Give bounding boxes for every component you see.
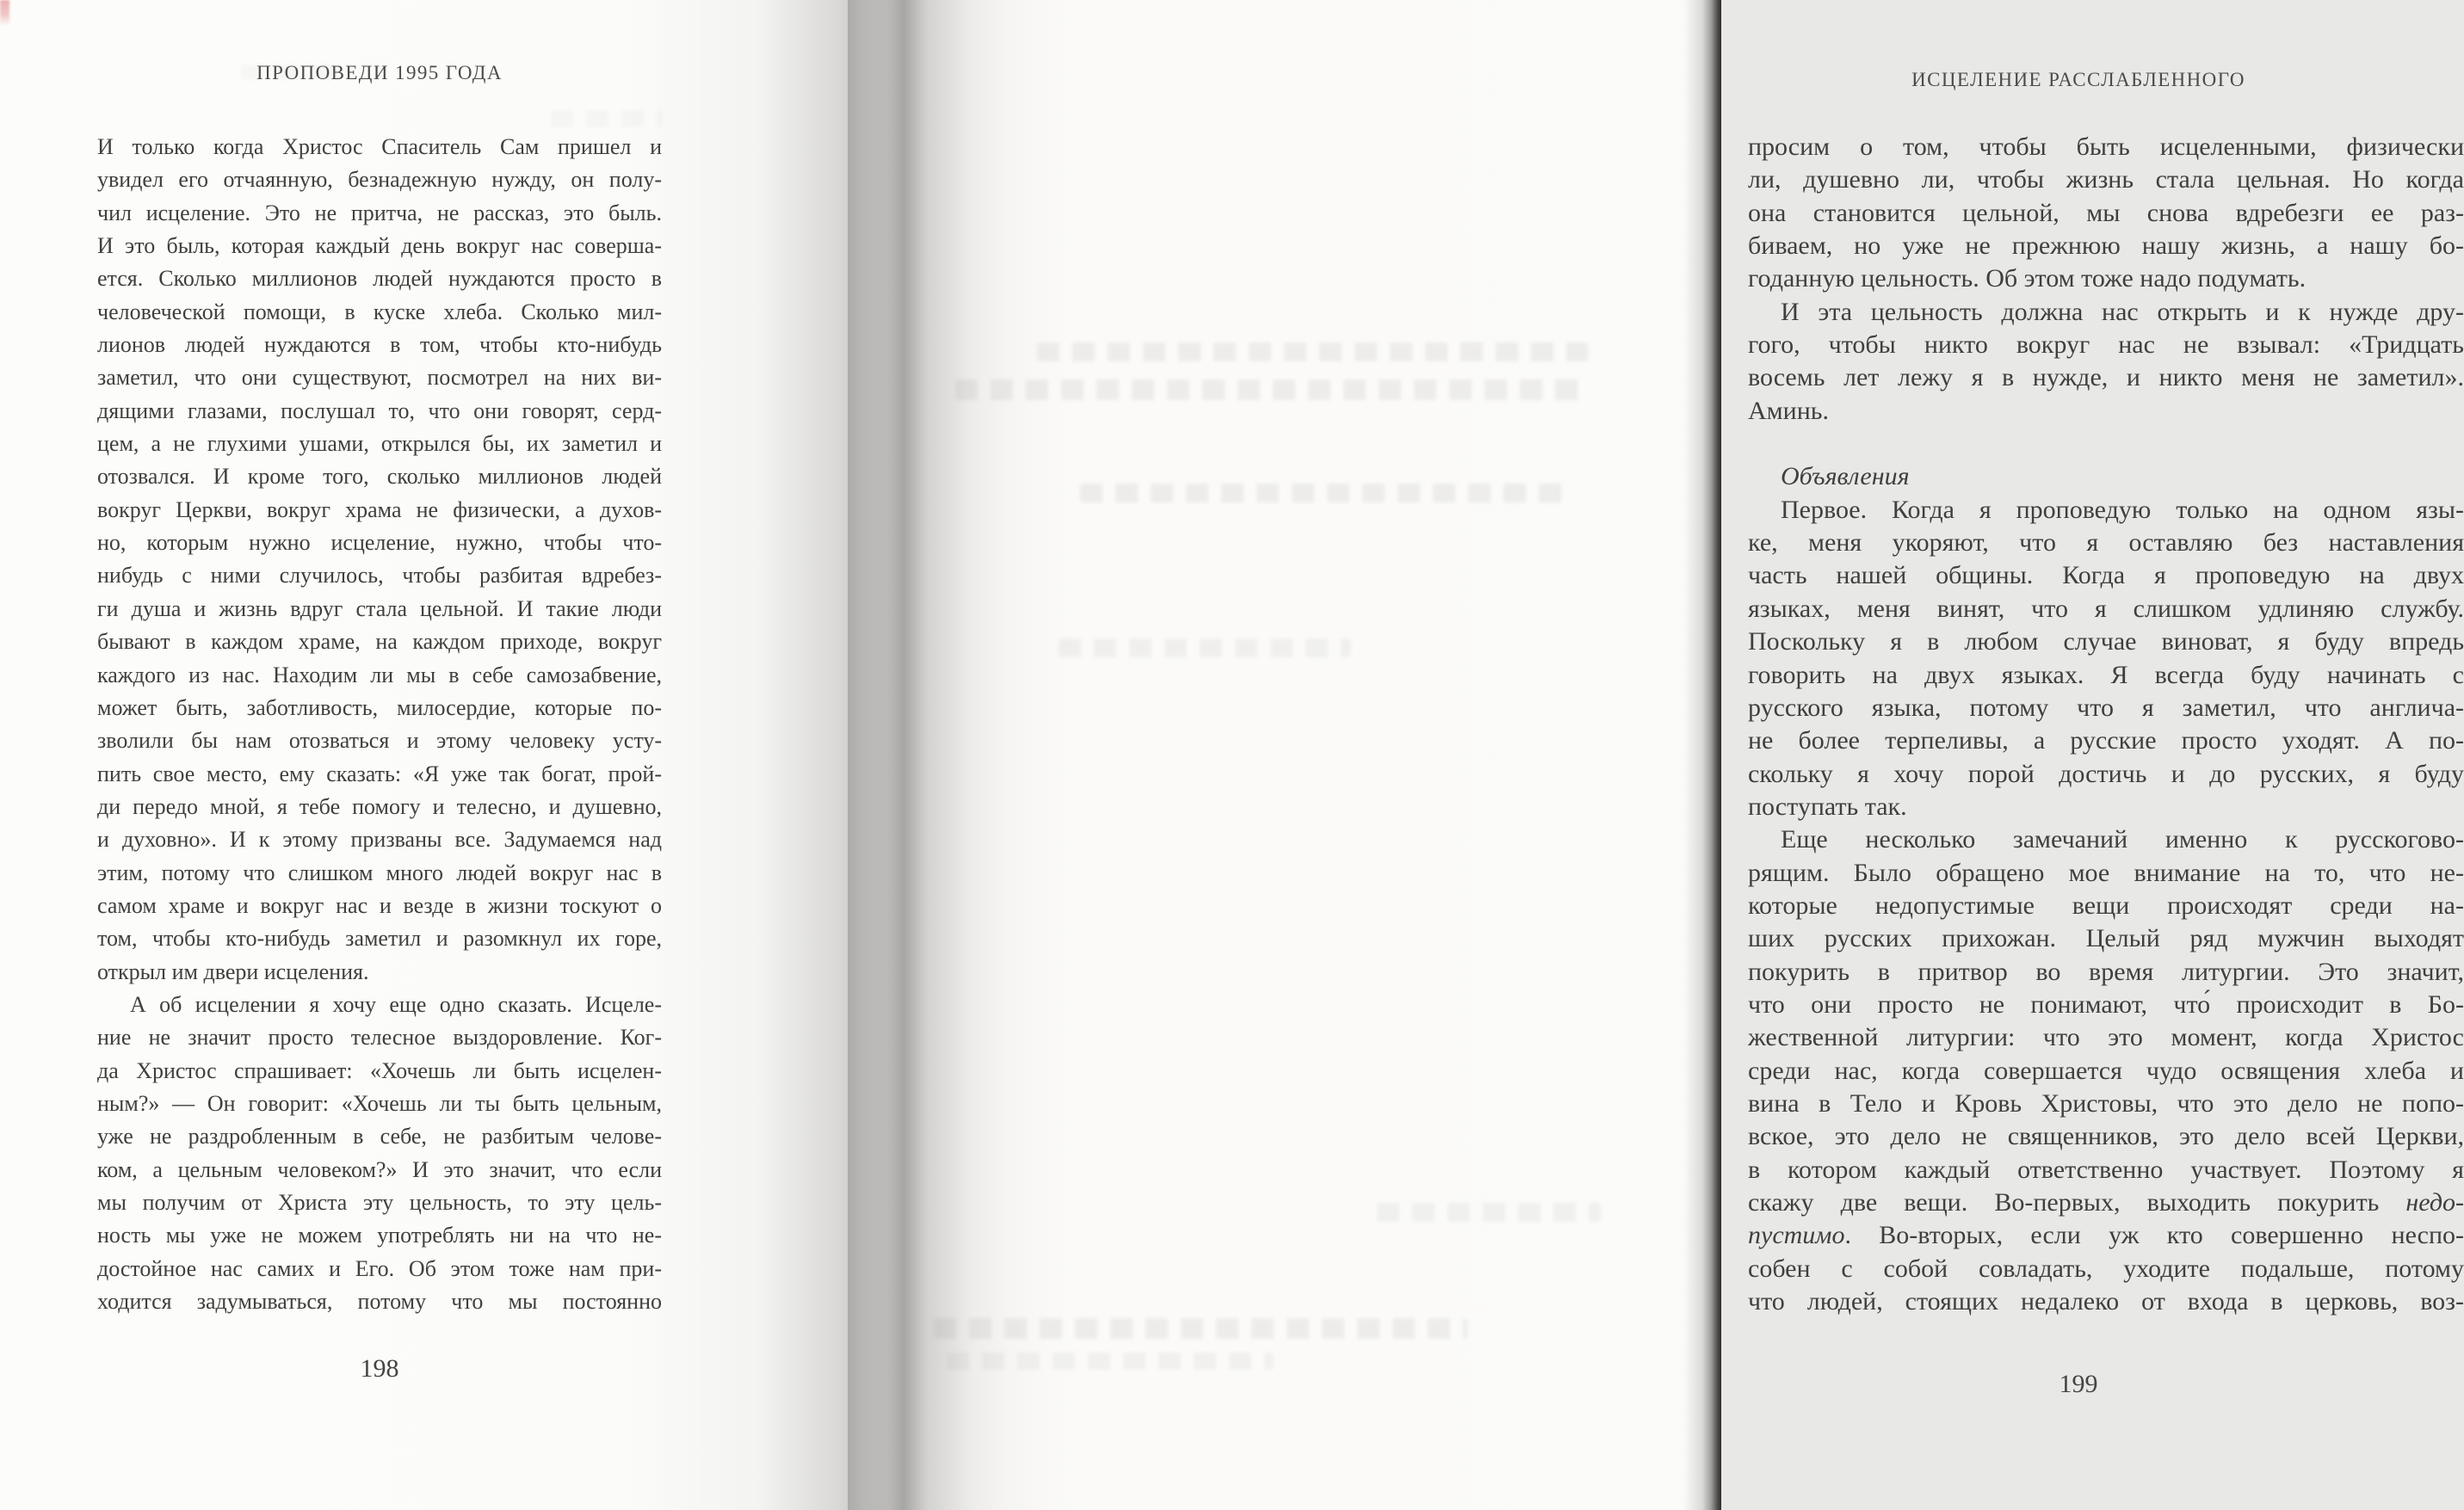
text-line: вское, это дело не священников, это дело всей Церкви,: [1748, 1122, 2464, 1151]
text-line: Первое. Когда я проповедую только на одном язы-: [1781, 495, 2464, 524]
text-line: что они просто не понимают, что́ происходит в Бо-: [1748, 989, 2464, 1019]
text-line: Аминь.: [1748, 396, 1829, 425]
text-segment: скажу две вещи. Во-первых, выходить покурить: [1748, 1188, 2406, 1217]
text-line: каждого из нас. Находим ли мы в себе самозабвение,: [97, 662, 662, 687]
text-line: поступать так.: [1748, 792, 1907, 821]
text-line: нибудь с ними случилось, чтобы разбитая вдребез-: [97, 563, 662, 589]
text-line: ли, душевно ли, чтобы жизнь стала цельная. Но когда: [1748, 165, 2464, 194]
text-line: ние не значит просто телесное выздоровление. Ког-: [97, 1025, 662, 1051]
left-page: [0, 0, 848, 1510]
text-line: человеческой помощи, в куске хлеба. Сколько мил-: [97, 299, 662, 324]
text-line: достойное нас самих и Его. Об этом тоже нам при-: [97, 1255, 662, 1281]
italic-text-segment: недо-: [2405, 1188, 2464, 1217]
text-line: ходится задумываться, потому что мы постоянно: [97, 1289, 662, 1315]
text-line: она становится цельной, мы снова вдребезги ее раз-: [1748, 198, 2464, 227]
text-line: цем, а не глухими ушами, открылся бы, их заметил и: [97, 431, 662, 457]
right-page-number: 199: [2059, 1370, 2098, 1398]
text-line: среди нас, когда совершается чудо освящения хлеба и: [1748, 1056, 2464, 1085]
text-line: в котором каждый ответственно участвует. Поэтому я: [1748, 1155, 2464, 1184]
left-running-head: ПРОПОВЕДИ 1995 ГОДА: [256, 62, 503, 83]
text-line: собен с собой совладать, уходите подальше, потому: [1748, 1254, 2464, 1283]
text-line: ется. Сколько миллионов людей нуждаются просто в: [97, 266, 662, 292]
text-line: уже не раздробленным в себе, не разбитым челове-: [97, 1124, 662, 1149]
text-line: ке, меня укоряют, что я оставляю без наставления: [1748, 528, 2464, 558]
text-line: [1748, 1186, 2464, 1219]
text-line: ным?» — Он говорит: «Хочешь ли ты быть цельным,: [97, 1090, 662, 1116]
text-line: зволили бы нам отозваться и этому человеку усту-: [97, 728, 662, 754]
text-line: Поскольку я в любом случае виноват, я буду впредь: [1748, 627, 2464, 656]
text-line: бывают в каждом храме, на каждом приходе, вокруг: [97, 629, 662, 655]
text-line: покурить в притвор во время литургии. Это значит,: [1748, 957, 2464, 986]
text-line: А об исцелении я хочу еще одно сказать. Исцеле-: [130, 991, 662, 1017]
text-line: жественной литургии: что это момент, когда Христос: [1748, 1023, 2464, 1052]
text-line: часть нашей общины. Когда я проповедую на двух: [1748, 561, 2464, 590]
text-line: самом храме и вокруг нас и везде в жизни тоскуют о: [97, 892, 662, 918]
scan-artifact-red-mark: [0, 0, 9, 26]
text-line: восемь лет лежу я в нужде, и никто меня не заметил».: [1748, 363, 2464, 392]
text-line: которые недопустимые вещи происходят среди на-: [1748, 891, 2464, 920]
text-line: И это быль, которая каждый день вокруг нас соверша-: [97, 233, 662, 259]
text-segment: . Во-вторых, если уж кто совершенно неспо-: [1844, 1221, 2464, 1250]
text-line: открыл им двери исцеления.: [97, 958, 369, 984]
text-line: вокруг Церкви, вокруг храма не физически, а духов-: [97, 496, 662, 522]
text-line: отозвался. И кроме того, сколько миллионов людей: [97, 464, 662, 490]
text-line: но, которым нужно исцеление, нужно, чтобы что-: [97, 530, 662, 556]
right-running-head: ИСЦЕЛЕНИЕ РАССЛАБЛЕННОГО: [1911, 69, 2245, 90]
right-page: [848, 0, 2464, 1510]
text-line: просим о том, чтобы быть исцеленными, физически: [1748, 133, 2464, 161]
text-line: Еще несколько замечаний именно к русскогово-: [1781, 825, 2464, 854]
text-line: годанную цельность. Об этом тоже надо подумать.: [1748, 264, 2307, 293]
italic-text-segment: пустимо: [1748, 1221, 1845, 1250]
text-line: гого, чтобы никто вокруг нас не взывал: «Тридцать: [1748, 330, 2464, 360]
text-line: и духовно». И к этому призваны все. Задумаемся над: [97, 827, 662, 853]
text-line: И только когда Христос Спаситель Сам пришел и: [97, 134, 662, 159]
text-line: русского языка, потому что я заметил, что англича-: [1748, 693, 2464, 722]
text-line: том, чтобы кто-нибудь заметил и разомкнул их горе,: [97, 926, 662, 952]
text-line: скольку я хочу порой достичь и до русских, я буду: [1748, 759, 2464, 788]
text-line: языках, меня винят, что я слишком удлиняю службу.: [1748, 594, 2464, 623]
left-page-body: [97, 131, 662, 1318]
text-line: ги душа и жизнь вдруг стала цельной. И такие люди: [97, 595, 662, 621]
text-line: да Христос спрашивает: «Хочешь ли быть исцелен-: [97, 1057, 662, 1083]
text-line: рящим. Было обращено мое внимание на то, что не-: [1748, 858, 2464, 887]
text-line: лионов людей нуждаются в том, чтобы кто-нибудь: [97, 332, 662, 358]
text-line: биваем, но уже не прежнюю нашу жизнь, а нашу бо-: [1748, 231, 2464, 261]
left-page-number: 198: [360, 1354, 399, 1383]
text-line: чил исцеление. Это не притча, не рассказ, это быль.: [97, 200, 662, 225]
blank-line: [1748, 428, 2464, 460]
text-line: дящими глазами, послушал то, что они говорят, серд-: [97, 398, 662, 423]
text-line: этим, потому что слишком много людей вокруг нас в: [97, 860, 662, 885]
text-line: ди передо мной, я тебе помогу и телесно, и душевно,: [97, 793, 662, 819]
text-line: ших русских прихожан. Целый ряд мужчин выходят: [1748, 924, 2464, 953]
text-line: увидел его отчаянную, безнадежную нужду, он полу-: [97, 167, 662, 193]
text-line: пить свое место, ему сказать: «Я уже так богат, прой-: [97, 761, 662, 786]
text-line: мы получим от Христа эту цельность, то эту цель-: [97, 1190, 662, 1215]
text-line: Объявления: [1781, 462, 1910, 491]
text-line: ком, а цельным человеком?» И это значит, что если: [97, 1156, 662, 1182]
text-line: может быть, заботливость, милосердие, которые по-: [97, 694, 662, 720]
text-line: не более терпеливы, а русские просто уходят. А по-: [1748, 726, 2464, 755]
text-line: что людей, стоящих недалеко от входа в церковь, воз-: [1748, 1287, 2464, 1316]
text-line: ность мы уже не можем употреблять ни на что не-: [97, 1223, 662, 1248]
right-page-body: [1748, 131, 2464, 1318]
text-line: вина в Тело и Кровь Христовы, что это дело не попо-: [1748, 1088, 2464, 1118]
text-line: говорить на двух языках. Я всегда буду начинать с: [1748, 660, 2464, 689]
text-line: И эта цельность должна нас открыть и к нужде дру-: [1781, 297, 2464, 326]
text-line: заметил, что они существуют, посмотрел на них ви-: [97, 365, 662, 391]
text-line: [1748, 1219, 2464, 1252]
